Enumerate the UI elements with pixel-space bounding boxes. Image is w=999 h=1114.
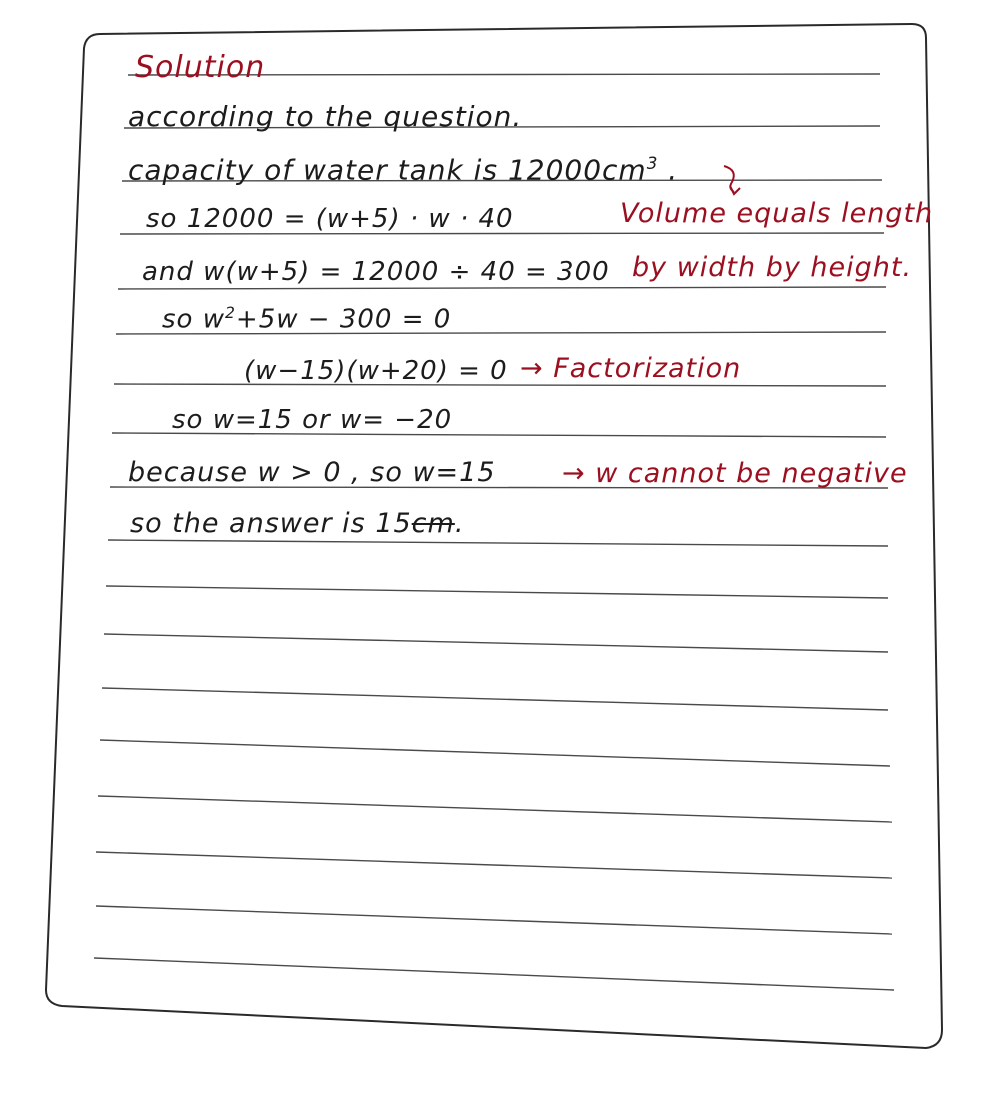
factorization-note: → Factorization	[520, 353, 742, 384]
line-text: (w−15)(w+20) = 0	[244, 356, 508, 386]
superscript: 2	[224, 304, 236, 322]
line-5	[162, 304, 451, 335]
line-4	[142, 257, 610, 287]
line-text: capacity of water tank is 12000cm	[128, 153, 647, 187]
negative-note: → w cannot be negative	[562, 458, 908, 489]
line-text: according to the question.	[128, 100, 523, 133]
line-text: so 12000 = (w+5) · w · 40	[146, 204, 514, 234]
line-8	[128, 457, 496, 488]
line-text: .	[454, 508, 465, 539]
line-2	[128, 153, 678, 186]
line-text: and w(w+5) = 12000 ÷ 40 = 300	[142, 257, 610, 287]
line-9	[130, 508, 464, 539]
line-6	[244, 356, 508, 386]
line-text: so w=15 or w= −20	[172, 405, 453, 435]
line-text: so the answer is 15	[130, 508, 412, 539]
volume-note-line-2: by width by height.	[632, 252, 913, 283]
volume-note-line-1: Volume equals length	[620, 198, 934, 229]
line-text: so w	[162, 304, 225, 335]
solution-title: Solution	[135, 50, 266, 85]
line-3	[146, 204, 514, 234]
line-1	[128, 100, 522, 133]
line-text: .	[658, 153, 679, 187]
line-7	[172, 405, 452, 435]
superscript: 3	[646, 153, 659, 173]
line-text: +5w − 300 = 0	[235, 304, 452, 335]
line-text: because w > 0 , so w=15	[128, 457, 496, 488]
struck-text: cm	[411, 508, 455, 539]
